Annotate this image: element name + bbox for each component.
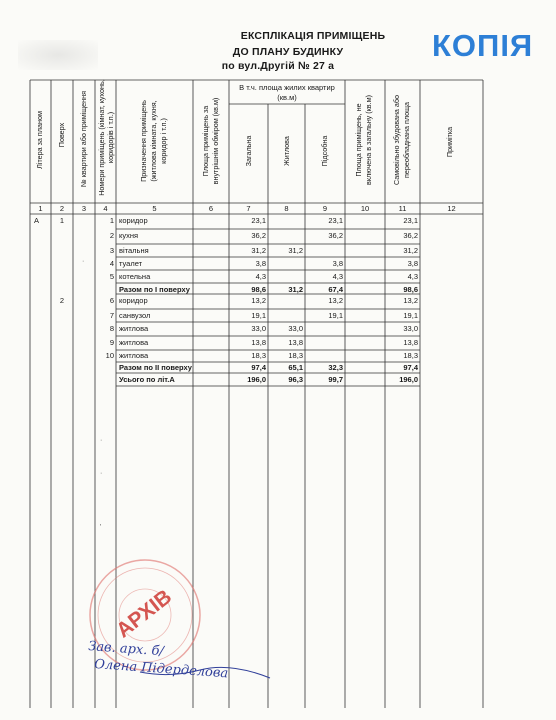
- col-number: 5: [152, 204, 157, 213]
- row-auxiliary-area: 4,3: [332, 272, 343, 281]
- row-living-area: 13,8: [288, 338, 303, 347]
- header-excluded-1: Площа приміщень, не: [354, 103, 363, 177]
- row-room-purpose: житлова: [119, 351, 149, 360]
- col-number: 3: [81, 204, 87, 213]
- row-unauthorized-area: 3,8: [407, 259, 418, 268]
- signature-line-1: Зав. арх. б/: [87, 639, 165, 660]
- row-total-area: 3,8: [255, 259, 266, 268]
- row-total-area: 4,3: [255, 272, 266, 281]
- row-living-area: 31,2: [288, 246, 303, 255]
- row-unauthorized-area: 18,3: [403, 351, 418, 360]
- row-unauthorized-area: 196,0: [399, 375, 418, 384]
- row-unauthorized-area: 19,1: [403, 311, 418, 320]
- header-floor: Поверх: [57, 122, 66, 148]
- row-room-purpose: житлова: [119, 324, 149, 333]
- row-room-number: 6: [109, 296, 114, 305]
- document-subtitle: ДО ПЛАНУ БУДИНКУ: [232, 46, 344, 58]
- row-room-number: 2: [109, 231, 114, 240]
- header-area-1: Площа приміщень за: [201, 105, 210, 177]
- row-room-purpose: котельна: [119, 272, 151, 281]
- col-number: 7: [246, 204, 251, 213]
- row-living-area: 33,0: [288, 324, 303, 333]
- header-area-2: внутрішнім обміром (кв.м): [211, 97, 220, 185]
- col-number: 11: [398, 204, 407, 213]
- row-room-purpose: вітальня: [119, 246, 149, 255]
- col-number: 12: [447, 204, 456, 213]
- row-room-number: 9: [109, 338, 114, 347]
- col-number: 2: [59, 204, 65, 213]
- signature-line-2: Олена Підерделова: [93, 657, 229, 682]
- document-title: ЕКСПЛІКАЦІЯ ПРИМІЩЕНЬ: [240, 30, 386, 42]
- row-room-purpose: санвузол: [119, 311, 151, 320]
- col-number: 9: [322, 204, 328, 213]
- row-room-number: 4: [109, 259, 114, 268]
- pen-tick-mark: ·: [100, 437, 103, 444]
- row-room-number: 8: [109, 324, 114, 333]
- pen-tick-mark: ': [100, 524, 102, 531]
- row-auxiliary-area: 23,1: [328, 216, 343, 225]
- row-unauthorized-area: 13,2: [403, 296, 418, 305]
- handwritten-signature: [80, 630, 310, 690]
- row-living-area: 18,3: [288, 351, 303, 360]
- row-unauthorized-area: 13,8: [403, 338, 418, 347]
- row-unauthorized-area: 97,4: [403, 363, 418, 372]
- row-total-area: 33,0: [251, 324, 266, 333]
- col-number: 4: [103, 204, 108, 213]
- header-notes: Примітка: [445, 126, 454, 158]
- row-room-purpose: Разом по І поверху: [119, 285, 190, 294]
- col-number: 1: [38, 204, 43, 213]
- header-living: Житлова: [282, 136, 291, 166]
- row-total-area: 97,4: [251, 363, 266, 372]
- row-total-area: 23,1: [251, 216, 266, 225]
- archive-seal-text: АРХІВ: [112, 585, 177, 643]
- row-auxiliary-area: 13,2: [328, 296, 343, 305]
- col-number: 6: [208, 204, 214, 213]
- header-total: Загальна: [244, 135, 253, 167]
- row-room-purpose: коридор: [119, 216, 148, 225]
- header-purpose-3: коридор і т.п.): [159, 118, 168, 164]
- row-room-purpose: Усього по літ.А: [119, 375, 175, 384]
- row-living-area: 31,2: [288, 285, 303, 294]
- row-total-area: 98,6: [251, 285, 266, 294]
- row-room-number: 1: [109, 216, 114, 225]
- row-total-area: 31,2: [251, 246, 266, 255]
- header-group-unit: (кв.м): [277, 93, 297, 102]
- row-auxiliary-area: 99,7: [328, 375, 343, 384]
- row-floor: 1: [59, 216, 65, 225]
- copy-stamp: КОПІЯ: [432, 28, 534, 63]
- row-room-purpose: Разом по ІІ поверху: [119, 363, 192, 372]
- row-living-area: 65,1: [288, 363, 303, 372]
- row-unauthorized-area: 98,6: [403, 285, 418, 294]
- header-room-numbers: Номери приміщень (кімнат, кухонь, коридорів і т.п.): [97, 79, 115, 196]
- document-address: по вул.Другій № 27 а: [221, 60, 335, 72]
- row-room-purpose: житлова: [119, 338, 149, 347]
- row-floor: 2: [59, 296, 65, 305]
- row-auxiliary-area: 3,8: [332, 259, 343, 268]
- row-auxiliary-area: 19,1: [328, 311, 343, 320]
- pen-tick-mark: ·: [100, 470, 103, 477]
- header-purpose-1: Призначення приміщень: [139, 100, 148, 182]
- header-group-living: В т.ч. площа жилих квартир: [239, 83, 335, 92]
- header-excluded-2: включена в загальну (кв.м): [364, 95, 373, 185]
- row-litera: А: [34, 216, 40, 225]
- header-unauthorized-1: Самовільно збудована або: [392, 94, 401, 186]
- row-auxiliary-area: 36,2: [328, 231, 343, 240]
- row-room-purpose: коридор: [119, 296, 148, 305]
- row-room-purpose: туалет: [119, 259, 143, 268]
- row-total-area: 19,1: [251, 311, 266, 320]
- row-total-area: 13,2: [251, 296, 266, 305]
- row-total-area: 18,3: [251, 351, 266, 360]
- col-number: 10: [360, 204, 370, 213]
- row-room-number: 3: [109, 246, 114, 255]
- row-total-area: 196,0: [247, 375, 266, 384]
- row-room-number: 5: [109, 272, 114, 281]
- header-apartment: № квартири або приміщення: [79, 91, 88, 187]
- col-number: 8: [284, 204, 289, 213]
- row-living-area: 96,3: [288, 375, 303, 384]
- pen-tick-mark: ·: [82, 258, 85, 265]
- row-unauthorized-area: 31,2: [403, 246, 418, 255]
- row-total-area: 13,8: [251, 338, 266, 347]
- row-room-number: 7: [109, 311, 114, 320]
- header-litera: Літера за планом: [35, 111, 44, 169]
- row-unauthorized-area: 23,1: [403, 216, 418, 225]
- row-room-purpose: кухня: [119, 231, 139, 240]
- row-total-area: 36,2: [251, 231, 266, 240]
- row-unauthorized-area: 36,2: [403, 231, 418, 240]
- header-unauthorized-2: переобладнана площа: [402, 101, 411, 179]
- row-unauthorized-area: 4,3: [407, 272, 418, 281]
- header-auxiliary: Підсобна: [320, 135, 329, 167]
- row-unauthorized-area: 33,0: [403, 324, 418, 333]
- row-auxiliary-area: 32,3: [328, 363, 343, 372]
- row-auxiliary-area: 67,4: [328, 285, 343, 294]
- row-room-number: 10: [105, 351, 114, 360]
- header-purpose-2: (житлова кімната, кухня,: [149, 100, 158, 182]
